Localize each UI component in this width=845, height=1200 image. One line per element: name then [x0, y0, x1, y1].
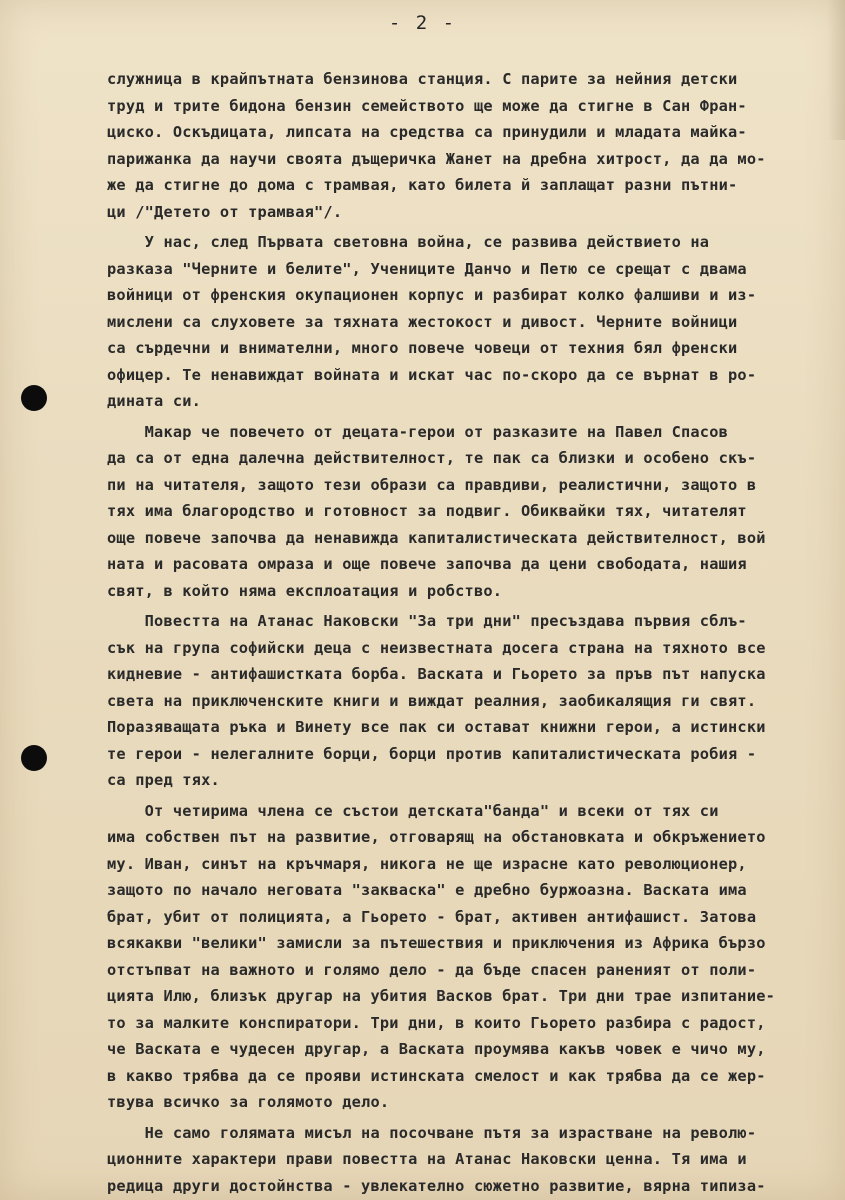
text-line: парижанка да научи своята дъщеричка Жанет на дребна хитрост, да да мо-: [107, 149, 766, 168]
text-line: Повестта на Атанас Наковски "За три дни" пресъздава първия сблъ-: [107, 612, 747, 630]
text-line: в какво трябва да се прояви истинската смелост и как трябва да се жер-: [107, 1066, 766, 1085]
text-line: дината си.: [107, 392, 202, 410]
text-line: тях има благородство и готовност за подвиг. Обиквайки тях, читателят: [107, 502, 747, 520]
text-line: У нас, след Първата световна война, се развива действието на: [107, 233, 710, 251]
text-line: че Васката е чудесен другар, а Васката проумява какъв човек е чичо му,: [107, 1040, 766, 1058]
text-line: войници от френския окупационен корпус и разбират колко фалшиви и из-: [107, 286, 757, 304]
text-line: Поразяващата ръка и Винету все пак си остават книжни герои, а истински: [107, 718, 766, 736]
text-line: ната и расовата омраза и още повече започва да цени свободата, нашия: [107, 555, 747, 573]
text-line: света на приключенските книги и виждат реалния, заобикалящия ги свят.: [107, 691, 757, 710]
text-line: защото по начало неговата "закваска" е дребно буржоазна. Васката има: [107, 881, 747, 899]
text-line: кидневие - антифашистката борба. Васката и Гьорето за пръв път напуска: [107, 665, 766, 683]
text-line: От четирима члена се състои детската"банда" и всеки от тях си: [107, 801, 719, 820]
text-line: то за малките конспиратори. Три дни, в които Гьорето разбира с радост,: [107, 1013, 766, 1032]
text-line: Не само голямата мисъл на посочване пътя за израстване на револю-: [107, 1123, 757, 1142]
text-line: редица други достойнства - увлекателно сюжетно развитие, вярна типиза-: [107, 1176, 766, 1195]
text-line: отстъпват на важното и голямо дело - да бъде спасен раненият от поли-: [107, 960, 757, 979]
text-line: му. Иван, синът на кръчмаря, никога не ще израсне като революционер,: [107, 854, 747, 873]
text-line: разказа "Черните и белите", Учениците Данчо и Петю се срещат с двама: [107, 259, 747, 278]
text-line: твува всичко за голямото дело.: [107, 1093, 390, 1111]
page-number: - 2 -: [388, 12, 457, 34]
text-line: труд и трите бидона бензин семейството ще може да стигне в Сан Фран-: [107, 96, 747, 115]
text-line: още повече започва да ненавижда капиталистическата действителност, вой: [107, 528, 766, 547]
text-line: те герои - нелегалните борци, борци против капиталистическата робия -: [107, 744, 757, 763]
punch-hole: [21, 385, 47, 411]
text-line: офицер. Те ненавиждат войната и искат час по-скоро да се върнат в ро-: [107, 365, 757, 384]
text-line: всякакви "велики" замисли за пътешествия и приключения из Африка бързо: [107, 934, 766, 952]
text-line: служница в крайпътната бензинова станция. С парите за нейния детски: [107, 70, 738, 88]
text-line: има собствен път на развитие, отговарящ на обстановката и обкръжението: [107, 828, 766, 846]
text-line: цията Илю, близък другар на убития Васков брат. Три дни трае изпитание-: [107, 987, 776, 1005]
text-line: ционните характери прави повестта на Атанас Наковски ценна. Тя има и: [107, 1150, 747, 1168]
typewritten-text: [107, 66, 845, 1199]
text-line: са пред тях.: [107, 771, 220, 789]
text-line: да са от една далечна действителност, те пак са близки и особено скъ-: [107, 449, 757, 467]
text-line: сък на група софийски деца с неизвестната досега страна на тяхното все: [107, 638, 766, 657]
text-line: свят, в който няма експлоатация и робство.: [107, 581, 503, 600]
text-line: брат, убит от полицията, а Гьорето - брат, активен антифашист. Затова: [107, 907, 757, 926]
text-line: мислени са слуховете за тяхната жестокост и дивост. Черните войници: [107, 312, 738, 331]
punch-hole: [21, 745, 47, 771]
text-line: са сърдечни и внимателни, много повече човеци от техния бял френски: [107, 339, 738, 357]
text-line: ци /"Детето от трамвая"/.: [107, 202, 343, 221]
text-line: пи на читателя, защото тези образи са правдиви, реалистични, защото в: [107, 475, 757, 494]
text-line: же да стигне до дома с трамвая, като билета й заплащат разни пътни-: [107, 176, 738, 194]
text-line: циско. Оскъдицата, липсата на средства са принудили и младата майка-: [107, 123, 747, 141]
text-line: Макар че повечето от децата-герои от разказите на Павел Спасов: [107, 422, 729, 441]
